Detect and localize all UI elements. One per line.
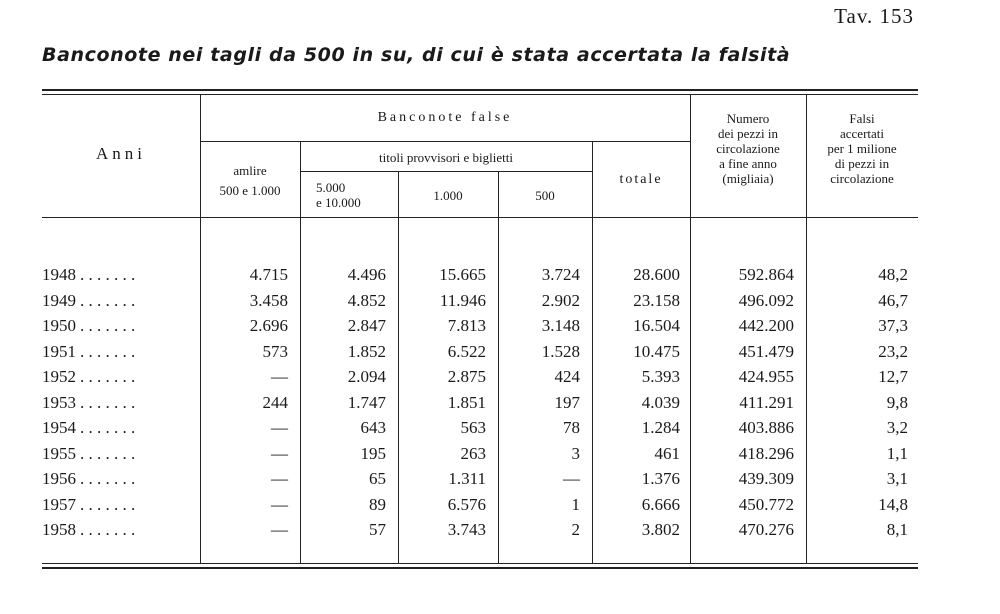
row-year-value: 1948 — [42, 265, 76, 284]
cell-numero: 424.955 — [738, 367, 794, 386]
header-falsi-2: accertati — [839, 126, 884, 141]
row-year-dots: . . . . . . . — [80, 290, 136, 310]
row-year — [42, 469, 135, 489]
header-banconote-false: Banconote false — [377, 110, 513, 125]
cell-t500: 1.528 — [541, 341, 580, 361]
cell-t1000: 2.875 — [447, 367, 486, 386]
bottom-rule-2 — [42, 567, 918, 569]
cell-t1000: 3.743 — [447, 520, 486, 539]
header-line-titoli — [300, 171, 592, 172]
cell-totale: 4.039 — [641, 392, 680, 412]
cell-numero: 442.200 — [738, 316, 794, 335]
cell-t500: 2.902 — [541, 290, 580, 310]
cell-t500: — — [563, 469, 580, 488]
cell-t1000: 1.311 — [448, 469, 486, 488]
bottom-rule — [42, 563, 918, 564]
cell-totale: 5.393 — [641, 367, 680, 386]
cell-falsi: 3,2 — [886, 418, 908, 437]
row-year — [42, 367, 135, 387]
table-title: Banconote nei tagli da 500 in su, di cui è stata accertata la falsità — [42, 44, 791, 66]
cell-amlire: 244 — [262, 392, 288, 412]
row-year-dots: . . . . . . . — [80, 418, 136, 437]
header-numero-5: (migliaia) — [722, 171, 774, 186]
row-year — [42, 520, 135, 540]
row-year — [42, 418, 135, 438]
row-year-value: 1950 — [42, 316, 76, 335]
header-falsi-4: di pezzi in — [834, 156, 890, 171]
cell-t5000: 2.094 — [347, 367, 386, 386]
cell-t500: 78 — [563, 418, 580, 437]
cell-amlire: — — [271, 469, 288, 488]
cell-falsi: 9,8 — [886, 392, 908, 412]
row-year-dots: . . . . . . . — [80, 443, 136, 463]
row-year-value: 1957 — [42, 494, 76, 514]
row-year-value: 1951 — [42, 341, 76, 361]
row-year — [42, 444, 135, 464]
cell-t5000: 4.852 — [347, 290, 386, 310]
row-year — [42, 342, 135, 362]
cell-falsi: 1,1 — [886, 443, 908, 463]
header-numero-3: circolazione — [716, 141, 780, 156]
header-falsi-3: per 1 milione — [827, 141, 897, 156]
cell-totale: 28.600 — [633, 265, 680, 284]
header-titoli: titoli provvisori e biglietti — [379, 150, 513, 165]
cell-amlire: 3.458 — [249, 290, 288, 310]
cell-t5000: 195 — [360, 443, 386, 463]
header-falsi-1: Falsi — [849, 111, 875, 126]
header-numero-1: Numero — [726, 111, 770, 126]
row-year — [42, 495, 135, 515]
cell-amlire: 2.696 — [249, 316, 288, 335]
cell-t1000: 15.665 — [439, 265, 486, 284]
cell-totale: 1.376 — [641, 469, 680, 488]
cell-t5000: 2.847 — [347, 316, 386, 335]
cell-totale: 1.284 — [641, 418, 680, 437]
cell-falsi: 12,7 — [878, 367, 908, 386]
header-amlire: amlire — [233, 163, 267, 178]
cell-t500: 3.148 — [541, 316, 580, 335]
row-year-value: 1954 — [42, 418, 76, 437]
row-year-value: 1952 — [42, 367, 76, 386]
header-totale: totale — [619, 172, 663, 187]
header-1000: 1.000 — [433, 188, 463, 203]
cell-falsi: 48,2 — [878, 265, 908, 284]
header-numero-2: dei pezzi in — [718, 126, 778, 141]
cell-numero: 403.886 — [738, 418, 794, 437]
row-year-dots: . . . . . . . — [80, 265, 136, 284]
cell-numero: 470.276 — [738, 520, 794, 539]
row-year-dots: . . . . . . . — [80, 469, 136, 488]
row-year-value: 1949 — [42, 290, 76, 310]
cell-amlire: — — [271, 418, 288, 437]
header-anni: Anni — [96, 144, 146, 163]
cell-t1000: 7.813 — [447, 316, 486, 335]
row-year-dots: . . . . . . . — [80, 494, 136, 514]
header-amlire-sub: 500 e 1.000 — [219, 183, 281, 198]
cell-totale: 23.158 — [633, 290, 680, 310]
row-year-value: 1956 — [42, 469, 76, 488]
cell-totale: 461 — [654, 443, 680, 463]
cell-t500: 2 — [571, 520, 580, 539]
cell-numero: 439.309 — [738, 469, 794, 488]
row-year-dots: . . . . . . . — [80, 341, 136, 361]
cell-amlire: — — [271, 443, 288, 463]
row-year-dots: . . . . . . . — [80, 316, 136, 335]
cell-falsi: 46,7 — [878, 290, 908, 310]
table-number: Tav. 153 — [834, 4, 914, 28]
cell-t1000: 1.851 — [447, 392, 486, 412]
cell-t5000: 1.852 — [347, 341, 386, 361]
cell-t5000: 643 — [360, 418, 386, 437]
cell-falsi: 3,1 — [886, 469, 908, 488]
cell-t500: 3 — [571, 443, 580, 463]
row-year-value: 1955 — [42, 443, 76, 463]
cell-t500: 197 — [554, 392, 580, 412]
row-year-dots: . . . . . . . — [80, 392, 136, 412]
cell-numero: 411.291 — [739, 392, 794, 412]
header-bottom-line — [42, 217, 918, 218]
cell-amlire: 4.715 — [249, 265, 288, 284]
header-5000: 5.000 — [316, 180, 346, 195]
cell-amlire: — — [271, 367, 288, 386]
cell-totale: 16.504 — [633, 316, 680, 335]
cell-numero: 418.296 — [738, 443, 794, 463]
cell-t500: 1 — [571, 494, 580, 514]
row-year-dots: . . . . . . . — [80, 367, 136, 386]
cell-totale: 6.666 — [641, 494, 680, 514]
cell-totale: 10.475 — [633, 341, 680, 361]
row-year — [42, 393, 135, 413]
top-rule-2 — [42, 94, 918, 95]
row-year — [42, 316, 135, 336]
cell-totale: 3.802 — [641, 520, 680, 539]
cell-numero: 496.092 — [738, 290, 794, 310]
header-5000-b: e 10.000 — [316, 195, 361, 210]
cell-t500: 3.724 — [541, 265, 580, 284]
row-year-value: 1953 — [42, 392, 76, 412]
row-year — [42, 265, 135, 285]
cell-falsi: 8,1 — [886, 520, 908, 539]
cell-t5000: 89 — [369, 494, 386, 514]
header-numero-4: a fine anno — [719, 156, 777, 171]
header-line-banconote — [200, 141, 690, 142]
row-year-value: 1958 — [42, 520, 76, 539]
cell-amlire: 573 — [262, 341, 288, 361]
header-500: 500 — [535, 188, 555, 203]
cell-t5000: 4.496 — [347, 265, 386, 284]
cell-t1000: 6.576 — [447, 494, 486, 514]
cell-numero: 450.772 — [738, 494, 794, 514]
top-rule — [42, 89, 918, 91]
cell-t1000: 6.522 — [447, 341, 486, 361]
cell-falsi: 23,2 — [878, 341, 908, 361]
cell-falsi: 37,3 — [878, 316, 908, 335]
cell-amlire: — — [271, 520, 288, 539]
cell-amlire: — — [271, 494, 288, 514]
row-year — [42, 291, 135, 311]
row-year-dots: . . . . . . . — [80, 520, 136, 539]
cell-t500: 424 — [554, 367, 580, 386]
cell-t1000: 263 — [460, 443, 486, 463]
cell-t5000: 65 — [369, 469, 386, 488]
cell-numero: 592.864 — [738, 265, 794, 284]
cell-numero: 451.479 — [738, 341, 794, 361]
header-falsi-5: circolazione — [830, 171, 894, 186]
cell-t5000: 1.747 — [347, 392, 386, 412]
cell-t1000: 563 — [460, 418, 486, 437]
cell-falsi: 14,8 — [878, 494, 908, 514]
cell-t1000: 11.946 — [439, 290, 486, 310]
cell-t5000: 57 — [369, 520, 386, 539]
